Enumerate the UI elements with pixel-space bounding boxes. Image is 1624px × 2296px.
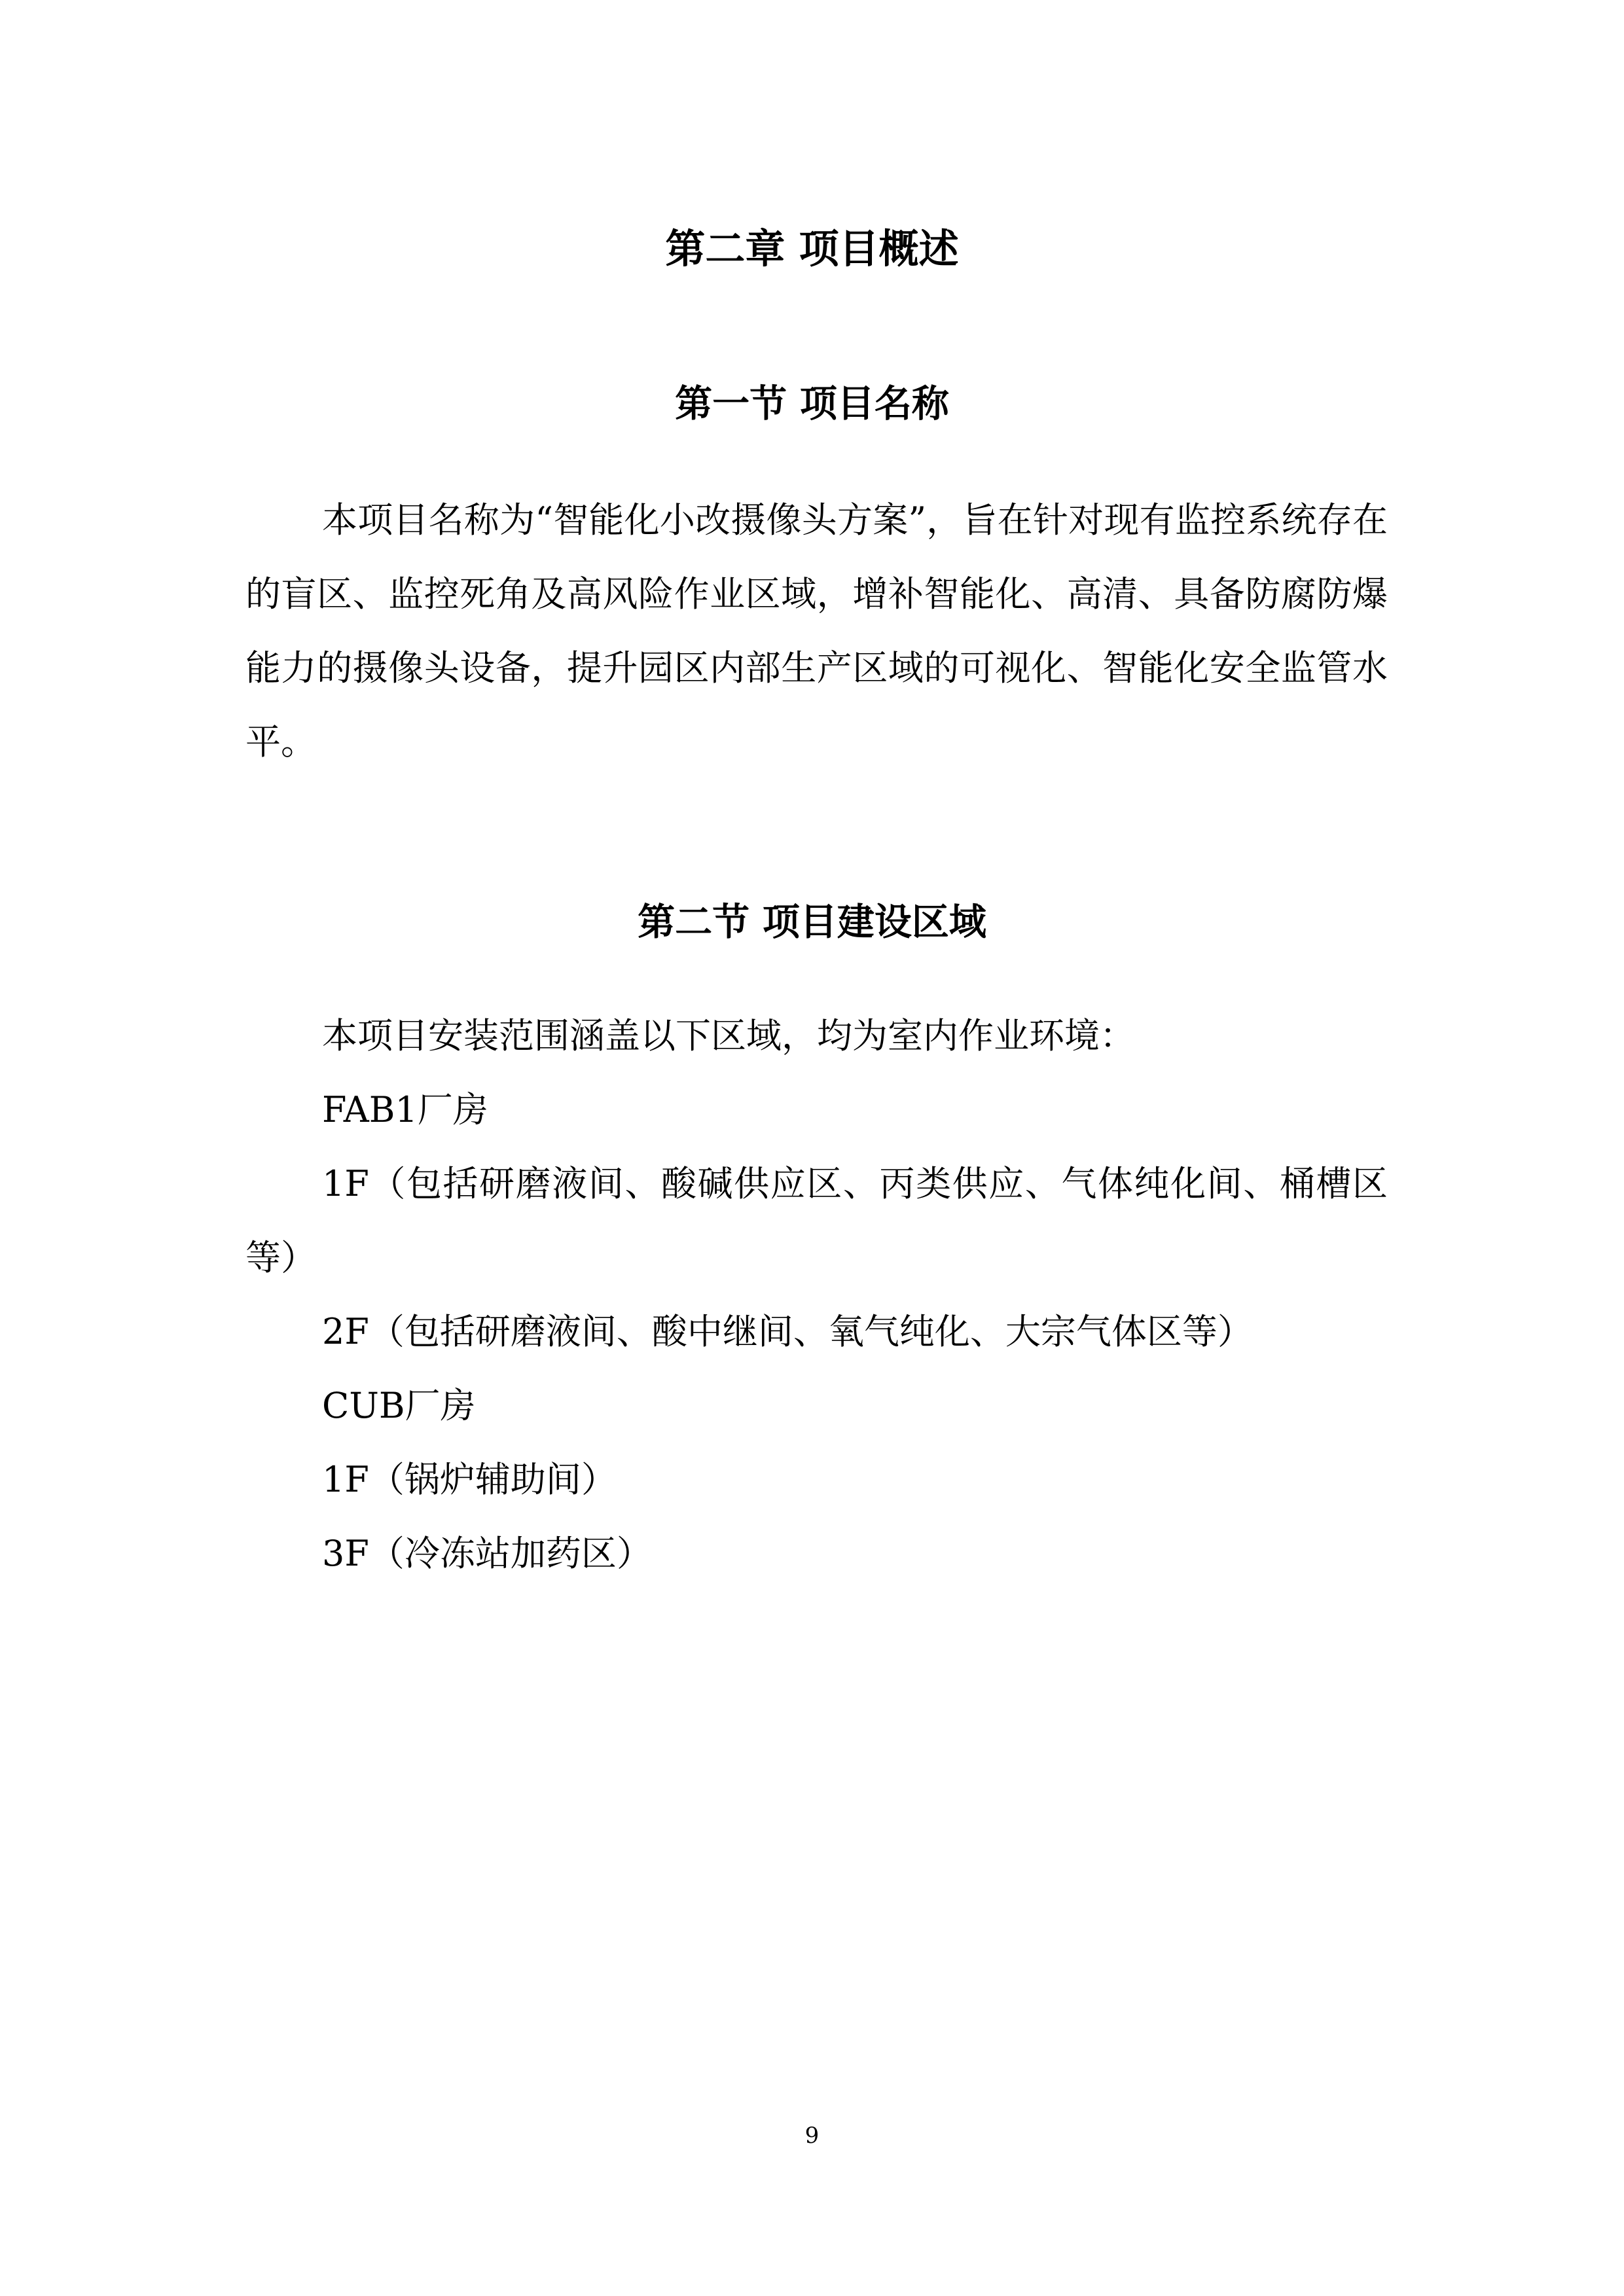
cub-building-line: CUB厂房 — [322, 1385, 476, 1426]
project-name-paragraph: 本项目名称为“智能化小改摄像头方案”，旨在针对现有监控系统存在的盲区、监控死角及高风险作业区域，增补智能化、高清、具备防腐防爆能力的摄像头设备，提升园区内部生产区域的可视化、智能化安全监管水平。 — [245, 499, 1388, 762]
section-title-project-name: 第一节 项目名称 — [675, 382, 949, 426]
fab1-first-floor-line: 1F（包括研磨液间、酸碱供应区、丙类供应、气体纯化间、桶槽区等） — [245, 1163, 1388, 1278]
fab1-second-floor-line: 2F（包括研磨液间、酸中继间、氧气纯化、大宗气体区等） — [322, 1311, 1253, 1352]
chapter-title: 第二章 项目概述 — [665, 225, 959, 272]
scope-intro-line: 本项目安装范围涵盖以下区域，均为室内作业环境： — [322, 1015, 1135, 1056]
cub-first-floor-line: 1F（锅炉辅助间） — [322, 1459, 617, 1500]
fab1-building-line: FAB1厂房 — [322, 1089, 488, 1130]
cub-third-floor-line: 3F（冷冻站加药区） — [322, 1533, 652, 1574]
construction-area-list — [245, 999, 1388, 1590]
page-number: 9 — [804, 2123, 820, 2149]
section-title-construction-area: 第二节 项目建设区域 — [638, 901, 986, 944]
